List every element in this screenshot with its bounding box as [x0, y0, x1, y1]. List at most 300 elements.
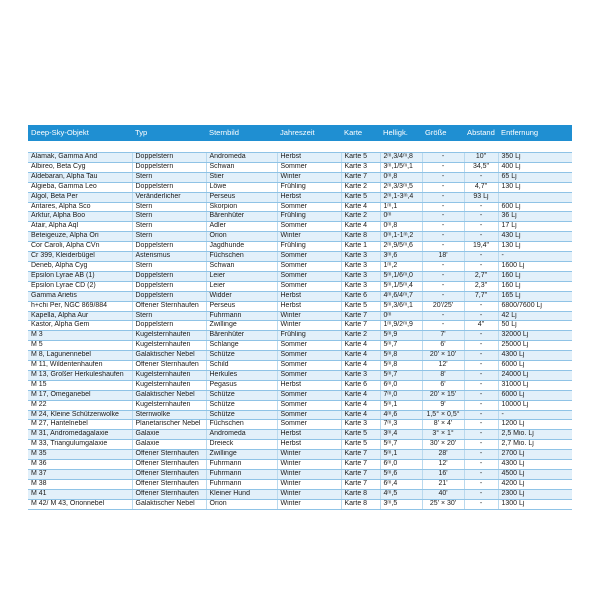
cell-brightness: 5ᵐ,7 — [380, 341, 422, 351]
cell-separation: - — [464, 361, 498, 371]
cell-distance: 165 Lj — [498, 291, 572, 301]
cell-constellation: Schwan — [206, 261, 277, 271]
col-header-object: Deep-Sky-Objekt — [28, 125, 132, 141]
table-row — [28, 252, 572, 262]
cell-size: - — [422, 182, 464, 192]
cell-type: Veränderlicher — [132, 192, 206, 202]
cell-size: 6' — [422, 341, 464, 351]
cell-brightness: 4ᵐ,6/4ᵐ,7 — [380, 291, 422, 301]
cell-size: 1,5° × 0,5° — [422, 410, 464, 420]
cell-season: Herbst — [277, 153, 341, 163]
cell-season: Sommer — [277, 361, 341, 371]
cell-distance: 2,7 Mio. Lj — [498, 440, 572, 450]
cell-separation: - — [464, 370, 498, 380]
cell-brightness: 5ᵐ,1/6ᵐ,0 — [380, 271, 422, 281]
cell-separation: 2,7" — [464, 271, 498, 281]
table-row — [28, 311, 572, 321]
cell-object: M 8, Lagunennebel — [28, 351, 132, 361]
cell-distance: 160 Lj — [498, 271, 572, 281]
cell-season: Frühling — [277, 331, 341, 341]
cell-object: M 37 — [28, 470, 132, 480]
cell-type: Doppelstern — [132, 271, 206, 281]
table-row — [28, 370, 572, 380]
cell-season: Winter — [277, 460, 341, 470]
table-row — [28, 281, 572, 291]
cell-distance — [498, 192, 572, 202]
cell-constellation: Fuhrmann — [206, 470, 277, 480]
table-row — [28, 410, 572, 420]
cell-map: Karte 5 — [341, 153, 380, 163]
cell-brightness: 6ᵐ,0 — [380, 380, 422, 390]
table-row — [28, 430, 572, 440]
cell-season: Sommer — [277, 202, 341, 212]
cell-type: Planetarischer Nebel — [132, 420, 206, 430]
cell-brightness: 3ᵐ,4 — [380, 430, 422, 440]
cell-size: 12' — [422, 460, 464, 470]
cell-constellation: Zwillinge — [206, 321, 277, 331]
cell-brightness: 6ᵐ,0 — [380, 460, 422, 470]
col-header-separation: Abstand — [464, 125, 498, 141]
cell-separation: 4" — [464, 321, 498, 331]
cell-map: Karte 3 — [341, 252, 380, 262]
cell-brightness: 4ᵐ,6 — [380, 410, 422, 420]
cell-object: M 15 — [28, 380, 132, 390]
cell-distance: 400 Lj — [498, 162, 572, 172]
table-row — [28, 420, 572, 430]
cell-object: Cor Caroli, Alpha CVn — [28, 242, 132, 252]
table-row — [28, 400, 572, 410]
cell-season: Herbst — [277, 301, 341, 311]
cell-type: Offener Sternhaufen — [132, 301, 206, 311]
cell-distance: 430 Lj — [498, 232, 572, 242]
cell-separation: - — [464, 430, 498, 440]
cell-season: Sommer — [277, 420, 341, 430]
table-row — [28, 331, 572, 341]
cell-type: Stern — [132, 172, 206, 182]
cell-type: Sternwolke — [132, 410, 206, 420]
cell-distance: 6800/7600 Lj — [498, 301, 572, 311]
cell-separation: - — [464, 331, 498, 341]
cell-distance: 36 Lj — [498, 212, 572, 222]
cell-season: Sommer — [277, 261, 341, 271]
cell-distance: 4300 Lj — [498, 460, 572, 470]
cell-map: Karte 5 — [341, 440, 380, 450]
cell-distance: 50 Lj — [498, 321, 572, 331]
cell-separation: - — [464, 460, 498, 470]
cell-season: Sommer — [277, 162, 341, 172]
cell-distance: 42 Lj — [498, 311, 572, 321]
table-row — [28, 390, 572, 400]
cell-map: Karte 4 — [341, 390, 380, 400]
cell-type: Stern — [132, 222, 206, 232]
cell-separation: - — [464, 341, 498, 351]
cell-size: 21' — [422, 479, 464, 489]
cell-type: Doppelstern — [132, 321, 206, 331]
cell-object: Deneb, Alpha Cyg — [28, 261, 132, 271]
cell-type: Kugelsternhaufen — [132, 400, 206, 410]
cell-separation: - — [464, 232, 498, 242]
cell-separation: 2,3" — [464, 281, 498, 291]
cell-object: M 11, Wildentenhaufen — [28, 361, 132, 371]
cell-separation: - — [464, 410, 498, 420]
cell-size: - — [422, 153, 464, 163]
cell-distance: 4200 Lj — [498, 479, 572, 489]
table-row — [28, 301, 572, 311]
cell-brightness: 0ᵐ,8 — [380, 172, 422, 182]
cell-brightness: 5ᵐ,1 — [380, 400, 422, 410]
cell-distance: 350 Lj — [498, 153, 572, 163]
cell-map: Karte 8 — [341, 232, 380, 242]
cell-size: - — [422, 202, 464, 212]
cell-map: Karte 8 — [341, 489, 380, 499]
cell-object: Epsilon Lyrae AB (1) — [28, 271, 132, 281]
cell-object: M 13, Großer Herkuleshaufen — [28, 370, 132, 380]
cell-season: Winter — [277, 489, 341, 499]
cell-size: 12' — [422, 361, 464, 371]
cell-constellation: Bärenhüter — [206, 331, 277, 341]
cell-map: Karte 7 — [341, 311, 380, 321]
cell-constellation: Schütze — [206, 410, 277, 420]
cell-separation: - — [464, 400, 498, 410]
cell-brightness: 1ᵐ,2 — [380, 261, 422, 271]
cell-map: Karte 8 — [341, 499, 380, 509]
table-row — [28, 202, 572, 212]
cell-separation: 34,5" — [464, 162, 498, 172]
cell-separation: - — [464, 390, 498, 400]
cell-brightness: 5ᵐ,7 — [380, 440, 422, 450]
cell-distance: 32000 Lj — [498, 331, 572, 341]
cell-type: Doppelstern — [132, 162, 206, 172]
cell-object: M 38 — [28, 479, 132, 489]
spacer-cell — [28, 141, 572, 153]
cell-brightness: 4ᵐ,5 — [380, 489, 422, 499]
cell-size: - — [422, 172, 464, 182]
cell-separation: 4,7" — [464, 182, 498, 192]
cell-separation: - — [464, 420, 498, 430]
cell-map: Karte 5 — [341, 430, 380, 440]
cell-separation: - — [464, 470, 498, 480]
cell-size: - — [422, 242, 464, 252]
cell-distance: 2700 Lj — [498, 450, 572, 460]
cell-constellation: Perseus — [206, 301, 277, 311]
col-header-distance: Entfernung — [498, 125, 572, 141]
col-header-brightness: Helligk. — [380, 125, 422, 141]
cell-size: 20'/25' — [422, 301, 464, 311]
cell-map: Karte 5 — [341, 301, 380, 311]
table-row — [28, 182, 572, 192]
cell-map: Karte 6 — [341, 291, 380, 301]
cell-constellation: Bärenhüter — [206, 212, 277, 222]
table-header-row — [28, 125, 572, 141]
cell-constellation: Jagdhunde — [206, 242, 277, 252]
cell-type: Stern — [132, 212, 206, 222]
cell-map: Karte 4 — [341, 222, 380, 232]
cell-size: 20' × 15' — [422, 390, 464, 400]
cell-constellation: Zwillinge — [206, 450, 277, 460]
table-row — [28, 351, 572, 361]
cell-season: Sommer — [277, 252, 341, 262]
cell-size: 20' × 10' — [422, 351, 464, 361]
cell-distance: 6000 Lj — [498, 361, 572, 371]
table-row — [28, 192, 572, 202]
table-row — [28, 321, 572, 331]
cell-brightness: 1ᵐ,1 — [380, 202, 422, 212]
cell-brightness: 0ᵐ — [380, 311, 422, 321]
cell-type: Stern — [132, 232, 206, 242]
cell-brightness: 0ᵐ — [380, 212, 422, 222]
cell-season: Frühling — [277, 212, 341, 222]
cell-constellation: Herkules — [206, 370, 277, 380]
cell-type: Stern — [132, 202, 206, 212]
cell-object: Cr 399, Kleiderbügel — [28, 252, 132, 262]
cell-season: Sommer — [277, 281, 341, 291]
cell-separation: - — [464, 479, 498, 489]
cell-map: Karte 4 — [341, 361, 380, 371]
deep-sky-table-container — [28, 125, 572, 510]
cell-brightness: 2ᵐ,9/5ᵐ,6 — [380, 242, 422, 252]
cell-map: Karte 7 — [341, 450, 380, 460]
cell-season: Herbst — [277, 380, 341, 390]
cell-map: Karte 3 — [341, 420, 380, 430]
table-row — [28, 291, 572, 301]
cell-distance: 6000 Lj — [498, 390, 572, 400]
cell-map: Karte 7 — [341, 460, 380, 470]
cell-object: Kapella, Alpha Aur — [28, 311, 132, 321]
cell-map: Karte 4 — [341, 202, 380, 212]
cell-season: Frühling — [277, 182, 341, 192]
table-row — [28, 261, 572, 271]
table-row — [28, 460, 572, 470]
cell-type: Doppelstern — [132, 153, 206, 163]
cell-size: - — [422, 271, 464, 281]
cell-distance: 1300 Lj — [498, 499, 572, 509]
cell-size: 16' — [422, 470, 464, 480]
cell-size: 3° × 1° — [422, 430, 464, 440]
cell-brightness: 3ᵐ,5 — [380, 499, 422, 509]
cell-type: Stern — [132, 311, 206, 321]
cell-distance: 24000 Lj — [498, 370, 572, 380]
table-row — [28, 212, 572, 222]
cell-brightness: 5ᵐ,9 — [380, 331, 422, 341]
cell-distance: 2,5 Mio. Lj — [498, 430, 572, 440]
cell-season: Herbst — [277, 291, 341, 301]
cell-object: Beteigeuze, Alpha Ori — [28, 232, 132, 242]
cell-map: Karte 3 — [341, 271, 380, 281]
col-header-season: Jahreszeit — [277, 125, 341, 141]
cell-size: 7' — [422, 331, 464, 341]
table-row — [28, 470, 572, 480]
cell-brightness: 3ᵐ,1/5ᵐ,1 — [380, 162, 422, 172]
cell-brightness: 5ᵐ,7 — [380, 370, 422, 380]
cell-season: Herbst — [277, 430, 341, 440]
cell-object: M 27, Hantelnebel — [28, 420, 132, 430]
cell-brightness: 0ᵐ,8 — [380, 222, 422, 232]
cell-object: Epsilon Lyrae CD (2) — [28, 281, 132, 291]
deep-sky-table — [28, 125, 572, 510]
cell-distance: 17 Lj — [498, 222, 572, 232]
cell-brightness: 7ᵐ,0 — [380, 390, 422, 400]
cell-season: Winter — [277, 479, 341, 489]
cell-map: Karte 7 — [341, 470, 380, 480]
cell-brightness: 5ᵐ,1 — [380, 450, 422, 460]
cell-object: M 36 — [28, 460, 132, 470]
cell-distance: 10000 Lj — [498, 400, 572, 410]
cell-constellation: Stier — [206, 172, 277, 182]
table-row — [28, 222, 572, 232]
cell-constellation: Leier — [206, 271, 277, 281]
cell-size: - — [422, 311, 464, 321]
table-row — [28, 440, 572, 450]
cell-object: Antares, Alpha Sco — [28, 202, 132, 212]
cell-type: Galaktischer Nebel — [132, 390, 206, 400]
cell-size: - — [422, 162, 464, 172]
cell-brightness: 0ᵐ,1-1ᵐ,2 — [380, 232, 422, 242]
cell-constellation: Pegasus — [206, 380, 277, 390]
cell-object: M 17, Omeganebel — [28, 390, 132, 400]
cell-brightness: 5ᵐ,8 — [380, 361, 422, 371]
table-row — [28, 232, 572, 242]
cell-distance: 2300 Lj — [498, 489, 572, 499]
cell-distance: 31000 Lj — [498, 380, 572, 390]
cell-object: M 35 — [28, 450, 132, 460]
cell-constellation: Löwe — [206, 182, 277, 192]
cell-type: Offener Sternhaufen — [132, 460, 206, 470]
cell-distance: 160 Lj — [498, 281, 572, 291]
cell-season: Sommer — [277, 370, 341, 380]
cell-size: - — [422, 291, 464, 301]
cell-size: - — [422, 222, 464, 232]
cell-separation: - — [464, 252, 498, 262]
cell-object: M 24, Kleine Schützenwolke — [28, 410, 132, 420]
cell-constellation: Orion — [206, 232, 277, 242]
cell-object: Gamma Arietis — [28, 291, 132, 301]
cell-object: M 41 — [28, 489, 132, 499]
cell-distance: 4300 Lj — [498, 351, 572, 361]
cell-object: M 22 — [28, 400, 132, 410]
cell-type: Doppelstern — [132, 242, 206, 252]
cell-separation: - — [464, 489, 498, 499]
cell-constellation: Widder — [206, 291, 277, 301]
cell-brightness: 6ᵐ,4 — [380, 479, 422, 489]
cell-season: Herbst — [277, 440, 341, 450]
cell-separation: - — [464, 380, 498, 390]
cell-type: Kugelsternhaufen — [132, 370, 206, 380]
cell-constellation: Füchschen — [206, 252, 277, 262]
cell-distance: 130 Lj — [498, 242, 572, 252]
cell-brightness: 2ᵐ,1-3ᵐ,4 — [380, 192, 422, 202]
cell-constellation: Füchschen — [206, 420, 277, 430]
cell-separation: - — [464, 499, 498, 509]
cell-brightness: 2ᵐ,3/3ᵐ,5 — [380, 182, 422, 192]
cell-separation: - — [464, 301, 498, 311]
cell-type: Stern — [132, 261, 206, 271]
cell-distance: 1200 Lj — [498, 420, 572, 430]
cell-map: Karte 7 — [341, 321, 380, 331]
cell-constellation: Schwan — [206, 162, 277, 172]
cell-brightness: 5ᵐ,8 — [380, 351, 422, 361]
cell-object: Alamak, Gamma And — [28, 153, 132, 163]
cell-constellation: Fuhrmann — [206, 311, 277, 321]
cell-size: 18' — [422, 252, 464, 262]
cell-separation: 93 Lj — [464, 192, 498, 202]
cell-size: 30' × 20' — [422, 440, 464, 450]
cell-season: Sommer — [277, 271, 341, 281]
cell-object: M 31, Andromedagalaxie — [28, 430, 132, 440]
cell-type: Offener Sternhaufen — [132, 361, 206, 371]
table-row — [28, 499, 572, 509]
cell-object: Arktur, Alpha Boo — [28, 212, 132, 222]
cell-distance: - — [498, 252, 572, 262]
cell-type: Offener Sternhaufen — [132, 489, 206, 499]
cell-map: Karte 7 — [341, 172, 380, 182]
cell-brightness: 7ᵐ,3 — [380, 420, 422, 430]
col-header-map: Karte — [341, 125, 380, 141]
cell-season: Winter — [277, 232, 341, 242]
cell-object: M 3 — [28, 331, 132, 341]
cell-map: Karte 3 — [341, 370, 380, 380]
cell-separation: - — [464, 261, 498, 271]
table-row — [28, 153, 572, 163]
col-header-type: Typ — [132, 125, 206, 141]
cell-season: Winter — [277, 470, 341, 480]
cell-constellation: Schlange — [206, 341, 277, 351]
cell-size: - — [422, 321, 464, 331]
cell-constellation: Schütze — [206, 390, 277, 400]
cell-type: Doppelstern — [132, 182, 206, 192]
cell-map: Karte 3 — [341, 281, 380, 291]
cell-distance: 25000 Lj — [498, 341, 572, 351]
cell-map: Karte 2 — [341, 182, 380, 192]
cell-map: Karte 4 — [341, 410, 380, 420]
cell-season: Sommer — [277, 222, 341, 232]
cell-constellation: Dreieck — [206, 440, 277, 450]
cell-constellation: Skorpion — [206, 202, 277, 212]
cell-object: Algieba, Gamma Leo — [28, 182, 132, 192]
cell-brightness: 1ᵐ,9/2ᵐ,9 — [380, 321, 422, 331]
cell-map: Karte 7 — [341, 479, 380, 489]
cell-map: Karte 4 — [341, 400, 380, 410]
table-row — [28, 450, 572, 460]
cell-type: Doppelstern — [132, 291, 206, 301]
col-header-constellation: Sternbild — [206, 125, 277, 141]
cell-constellation: Kleiner Hund — [206, 489, 277, 499]
cell-constellation: Schütze — [206, 351, 277, 361]
cell-season: Sommer — [277, 341, 341, 351]
cell-distance: 600 Lj — [498, 202, 572, 212]
cell-distance: 1600 Lj — [498, 261, 572, 271]
cell-size: 8' × 4' — [422, 420, 464, 430]
cell-constellation: Leier — [206, 281, 277, 291]
cell-size: 25' × 30' — [422, 499, 464, 509]
cell-map: Karte 1 — [341, 242, 380, 252]
cell-separation: - — [464, 351, 498, 361]
cell-object: M 5 — [28, 341, 132, 351]
cell-constellation: Fuhrmann — [206, 479, 277, 489]
table-body — [28, 141, 572, 509]
cell-constellation: Fuhrmann — [206, 460, 277, 470]
cell-separation: - — [464, 222, 498, 232]
cell-constellation: Andromeda — [206, 153, 277, 163]
cell-map: Karte 4 — [341, 341, 380, 351]
cell-constellation: Perseus — [206, 192, 277, 202]
table-row — [28, 242, 572, 252]
cell-size: 40' — [422, 489, 464, 499]
cell-map: Karte 5 — [341, 192, 380, 202]
cell-size: 8' — [422, 370, 464, 380]
cell-separation: - — [464, 172, 498, 182]
cell-brightness: 2ᵐ,3/4ᵐ,8 — [380, 153, 422, 163]
cell-season: Winter — [277, 321, 341, 331]
